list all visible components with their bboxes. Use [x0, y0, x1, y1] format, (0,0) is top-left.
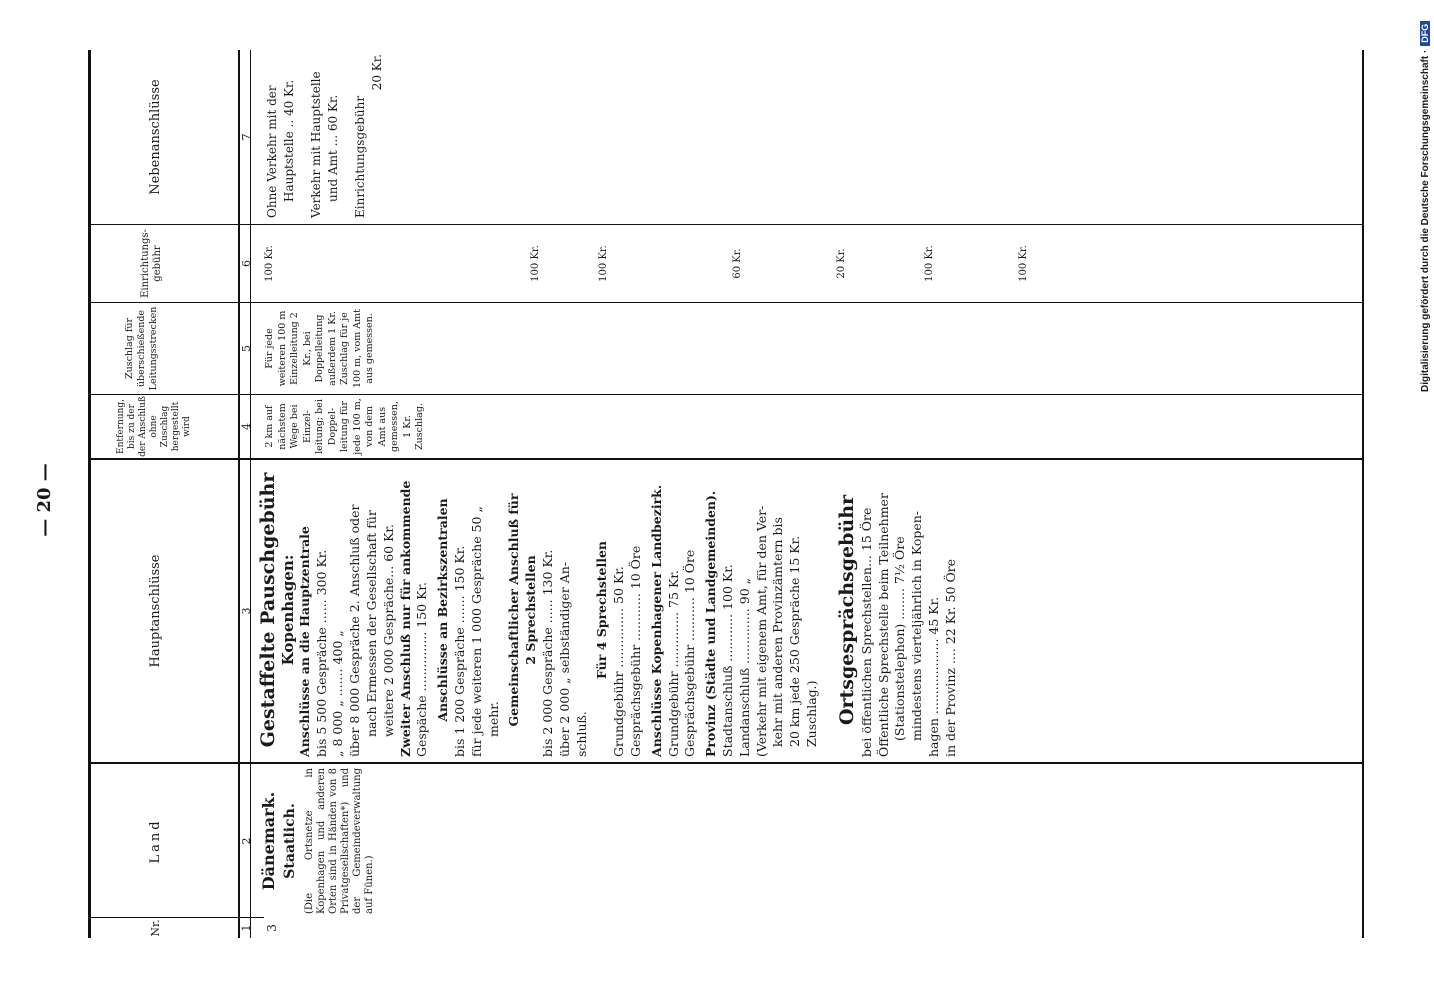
neben-cell [264, 54, 386, 218]
colnum-4: 4 [240, 423, 253, 430]
neben-n1: Ohne Verkehr mit der [265, 85, 279, 218]
haupt-l19: Zuschlag.) [803, 680, 819, 747]
neben-n2: Verkehr mit Hauptstelle [309, 71, 323, 218]
haupt-l5: weitere 2 000 Gespräche... 60 Kr. [380, 524, 396, 737]
header-land: Land [148, 818, 163, 864]
haupt-l12: Grundgebühr .............. 75 Kr. [665, 570, 681, 757]
einricht-7: 100 Kr. [1018, 245, 1029, 282]
col-div-1 [88, 917, 264, 918]
entfernung-cell: 2 km auf nächstem Wege bei Einzelleitung; bei Doppelleitung für jede 100 m, von dem Amt aus gemessen, 1 Kr. Zuschlag. [264, 398, 425, 455]
header-zuschlag: Zuschlag für überschießende Leitungsstrecken [124, 306, 159, 391]
haupt-title: Gestaffelte Pauschgebühr [257, 472, 279, 748]
table-bottom-rule [1362, 50, 1364, 938]
haupt-l8: bis 2 000 Gespräche ...... 130 Kr. [539, 549, 555, 757]
row-nr: 3 [264, 924, 279, 932]
haupt-s7: Provinz (Städte und Landgemeinden). [703, 490, 719, 757]
neben-n3b: 20 Kr. [370, 54, 384, 91]
haupt-l23: mindestens vierteljährlich in Kopen- [909, 510, 925, 741]
haupt-s5: Für 4 Sprechstellen [594, 540, 610, 680]
haupt-l21: Öffentliche Sprechstelle beim Teilnehmer [875, 493, 891, 757]
zuschlag-cell: Für jede weiteren 100 m Einzelleitung 2 Kr., bei Doppelleitung außerdem 1 Kr. Zuschlag für je 100 m, vom Amt aus gemessen. [264, 309, 375, 389]
haupt-l10: Grundgebühr ............... 50 Kr. [611, 566, 627, 757]
colnum-7: 7 [240, 133, 253, 141]
land-title: Dänemark. [259, 791, 278, 891]
einricht-1: 100 Kr. [264, 245, 275, 282]
col-div-2 [88, 762, 1362, 764]
einricht-5: 20 Kr. [836, 248, 847, 279]
haupt-s6: Anschlüsse Kopenhagener Landbezirk. [648, 484, 664, 757]
haupt-l9b: schluß. [573, 711, 589, 757]
col-div-3 [88, 458, 1362, 460]
haupt-l7: für jede weiteren 1 000 Gespräche 50 „ [468, 506, 484, 757]
einricht-6: 100 Kr. [924, 245, 935, 282]
haupt-l18: 20 km jede 250 Gespräche 15 Kr. [787, 535, 803, 747]
land-note: (Die Ortsnetze in Kopenhagen und anderen Orten sind in Händen von 8 Privatgesellschaften*) und der Gemeindeverwaltung auf Fünen.) [304, 768, 375, 914]
haupt-s2: Zweiter Anschluß nur für ankommende [397, 480, 413, 757]
haupt-s2b: Gespäche ............... 150 Kr. [414, 582, 430, 757]
einricht-4: 60 Kr. [732, 248, 743, 279]
haupt-l22: (Stationstelephon) ........ 7½ Öre [892, 536, 908, 741]
haupt-s4: Gemeinschaftlicher Anschluß für [506, 493, 522, 727]
header-haupt: Hauptanschlüsse [148, 554, 163, 668]
haupt-l25: in der Provinz .... 22 Kr. 50 Öre [942, 558, 958, 757]
page-number: — 20 — [34, 463, 55, 537]
header-einricht: Einrichtungsgebühr [140, 229, 163, 298]
haupt-l2: „ 8 000 „ ....... 400 „ [330, 630, 346, 757]
sidenote-text: Digitalisierung gefördert durch die Deutsche Forschungsgemeinschaft · [1420, 49, 1431, 392]
land-sub: Staatlich. [282, 803, 298, 879]
haupt-l11: Gesprächsgebühr ............ 10 Öre [627, 545, 643, 757]
colnum-5: 5 [240, 345, 253, 352]
haupt-l13: Gesprächsgebühr ........... 10 Öre [682, 549, 698, 757]
haupt-s1: Anschlüsse an die Hauptzentrale [296, 526, 312, 757]
haupt-cell [256, 463, 959, 757]
dfg-logo: DFG [1420, 21, 1430, 46]
colnum-3: 3 [240, 607, 253, 615]
neben-n3: Einrichtungsgebühr [353, 95, 367, 218]
haupt-l14: Stadtanschluß ............ 100 Kr. [719, 564, 735, 757]
haupt-l9: über 2 000 „ selbständiger An- [556, 561, 572, 757]
haupt-l3: über 8 000 Gespräche 2. Anschluß oder [347, 504, 363, 757]
col-div-5 [88, 302, 1362, 303]
haupt-l7b: mehr. [485, 701, 501, 737]
colnum-6: 6 [240, 260, 253, 267]
header-neben: Nebenanschlüsse [148, 79, 163, 195]
haupt-l4: nach Ermessen der Gesellschaft für [363, 510, 379, 737]
col-div-4 [88, 394, 1362, 395]
table-top-rule [88, 50, 91, 938]
haupt-l24: hagen ................... 45 Kr. [925, 596, 941, 757]
colnum-1: 1 [240, 924, 253, 932]
land-cell [258, 768, 376, 914]
haupt-l20: bei öffentlichen Sprechstellen... 15 Öre [858, 507, 874, 757]
header-nr: Nr. [149, 919, 162, 937]
haupt-kop: Kopenhagen: [279, 554, 297, 666]
einricht-2: 100 Kr. [530, 245, 541, 282]
haupt-l17: kehr mit anderen Provinzämtern bis [770, 517, 786, 747]
haupt-l1: bis 5 500 Gespräche ...... 300 Kr. [313, 549, 329, 757]
col-div-6 [88, 224, 1362, 225]
haupt-s8: Ortsgesprächsgebühr [835, 494, 858, 726]
haupt-l16: (Verkehr mit eigenem Amt, für den Ver- [753, 505, 769, 757]
haupt-s3: Anschlüsse an Bezirkszentralen [435, 498, 451, 722]
colnum-2: 2 [240, 837, 253, 845]
neben-n1b: Hauptstelle .. 40 Kr. [282, 79, 296, 202]
neben-n2b: und Amt ... 60 Kr. [326, 94, 340, 202]
header-entfernung: Entfernung, bis zu der der Anschluß ohne Zuschlag hergestellt wird [116, 396, 192, 457]
haupt-s4b: 2 Sprechstellen [523, 555, 539, 665]
haupt-l6: bis 1 200 Gespräche ....... 150 Kr. [451, 545, 467, 757]
haupt-l15: Landanschluß .............. 90 „ [736, 577, 752, 757]
einricht-3: 100 Kr. [598, 245, 609, 282]
